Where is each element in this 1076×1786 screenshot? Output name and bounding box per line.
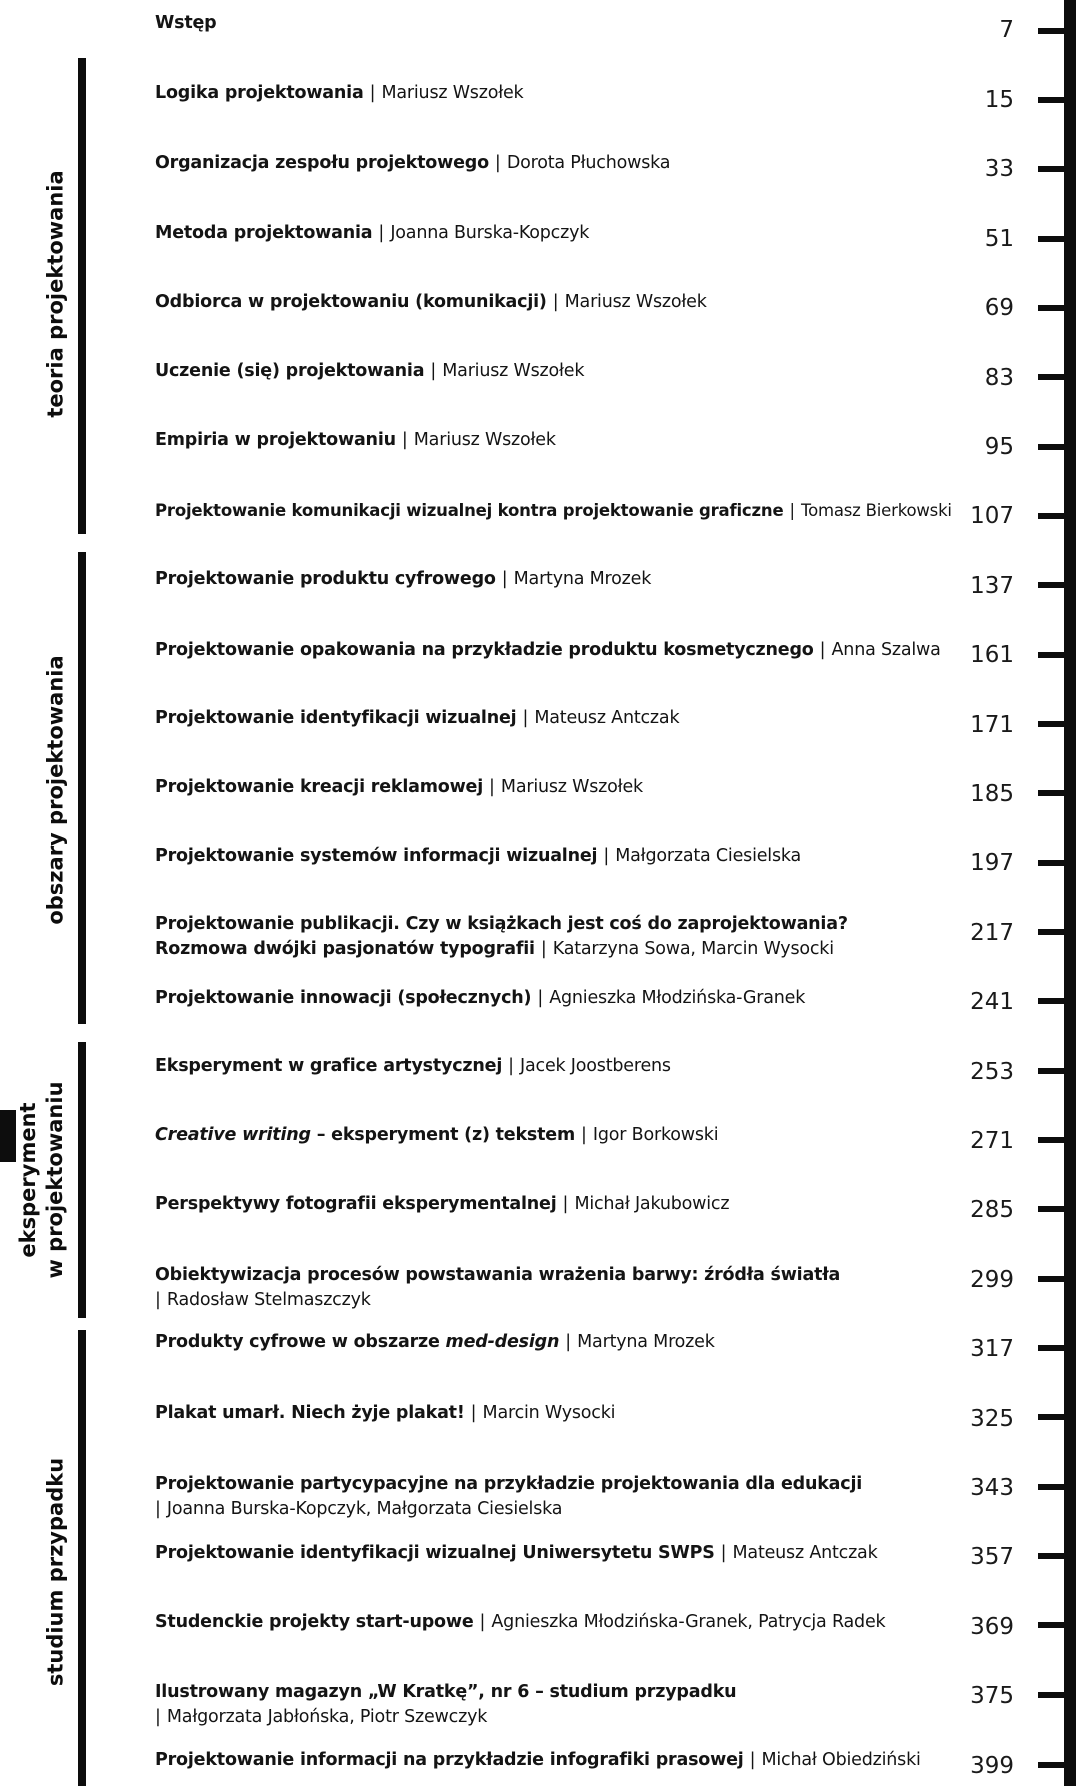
toc-entry[interactable]: Uczenie (się) projektowania | Mariusz Wszołek	[155, 361, 585, 381]
entry-author: Tomasz Bierkowski	[801, 501, 952, 520]
entry-title: Projektowanie komunikacji wizualnej kontra projektowanie graficzne	[155, 501, 784, 520]
toc-entry[interactable]: Projektowanie innowacji (społecznych) | Agnieszka Młodzińska-Granek	[155, 988, 806, 1008]
page-tick	[1038, 1206, 1068, 1212]
page-number: 95	[984, 434, 1014, 460]
entry-title: Projektowanie kreacji reklamowej	[155, 777, 484, 797]
entry-title-italic: med-design	[445, 1332, 560, 1352]
section-bar-teoria	[78, 58, 86, 534]
toc-entry[interactable]: Plakat umarł. Niech żyje plakat! | Marcin Wysocki	[155, 1403, 616, 1423]
entry-title: Projektowanie produktu cyfrowego	[155, 569, 496, 589]
page-tick	[1038, 1553, 1068, 1559]
toc-entry[interactable]: Studenckie projekty start-upowe | Agnieszka Młodzińska-Granek, Patrycja Radek	[155, 1612, 886, 1632]
entry-title: Projektowanie informacji na przykładzie infografiki prasowej	[155, 1750, 744, 1770]
toc-entry[interactable]: Projektowanie opakowania na przykładzie produktu kosmetycznego | Anna Szalwa	[155, 640, 941, 660]
entry-title: Studenckie projekty start-upowe	[155, 1612, 474, 1632]
section-bar-obszary	[78, 552, 86, 1024]
entry-author: Martyna Mrozek	[513, 569, 652, 589]
page-number: 51	[984, 226, 1014, 252]
entry-author: Mariusz Wszołek	[564, 292, 707, 312]
toc-entry[interactable]: Eksperyment w grafice artystycznej | Jacek Joostberens	[155, 1056, 671, 1076]
entry-author: Katarzyna Sowa, Marcin Wysocki	[552, 939, 834, 959]
page-tick	[1038, 1762, 1068, 1768]
page-number: 285	[970, 1197, 1014, 1223]
toc-entry[interactable]: Projektowanie partycypacyjne na przykładzie projektowania dla edukacji | Joanna Burska-Kopczyk, Małgorzata Ciesielska	[155, 1474, 863, 1519]
entry-author: Joanna Burska-Kopczyk	[390, 223, 590, 243]
entry-author: Małgorzata Ciesielska	[615, 846, 802, 866]
section-label-text: studium przypadku	[43, 1457, 68, 1687]
page-tick	[1038, 1692, 1068, 1698]
entry-author: Agnieszka Młodzińska-Granek, Patrycja Radek	[491, 1612, 886, 1632]
entry-title: Projektowanie publikacji. Czy w książkach jest coś do zaprojektowania?	[155, 914, 848, 934]
toc-entry[interactable]: Projektowanie identyfikacji wizualnej Uniwersytetu SWPS | Mateusz Antczak	[155, 1543, 878, 1563]
entry-author: Małgorzata Jabłońska, Piotr Szewczyk	[166, 1707, 488, 1727]
toc-entry[interactable]: Empiria w projektowaniu | Mariusz Wszołek	[155, 430, 556, 450]
toc-entry[interactable]: Odbiorca w projektowaniu (komunikacji) | Mariusz Wszołek	[155, 292, 707, 312]
entry-title: Projektowanie innowacji (społecznych)	[155, 988, 532, 1008]
page-tick	[1038, 444, 1068, 450]
page-tick	[1038, 1414, 1068, 1420]
toc-entry[interactable]: Projektowanie produktu cyfrowego | Martyna Mrozek	[155, 569, 652, 589]
page-number: 299	[970, 1267, 1014, 1293]
page-tick	[1038, 790, 1068, 796]
entry-title: Projektowanie opakowania na przykładzie produktu kosmetycznego	[155, 640, 814, 660]
page-number: 375	[970, 1683, 1014, 1709]
toc-entry[interactable]: Ilustrowany magazyn „W Kratkę”, nr 6 – studium przypadku | Małgorzata Jabłońska, Piotr Szewczyk	[155, 1682, 737, 1727]
page-tick	[1038, 1068, 1068, 1074]
page-tick	[1038, 721, 1068, 727]
entry-title: Produkty cyfrowe w obszarze	[155, 1332, 446, 1352]
entry-title: Plakat umarł. Niech żyje plakat!	[155, 1403, 465, 1423]
page-number: 161	[970, 642, 1014, 668]
entry-author: Mariusz Wszołek	[381, 83, 524, 103]
page-tick	[1038, 652, 1068, 658]
page-number: 107	[970, 503, 1014, 529]
page-number: 399	[970, 1753, 1014, 1779]
entry-author: Mateusz Antczak	[534, 708, 680, 728]
section-marker-block	[0, 1110, 16, 1162]
toc-entry[interactable]: Projektowanie identyfikacji wizualnej | Mateusz Antczak	[155, 708, 680, 728]
page-tick	[1038, 582, 1068, 588]
entry-title: Projektowanie partycypacyjne na przykładzie projektowania dla edukacji	[155, 1474, 863, 1494]
entry-title: Projektowanie identyfikacji wizualnej Uniwersytetu SWPS	[155, 1543, 715, 1563]
entry-title: Eksperyment w grafice artystycznej	[155, 1056, 503, 1076]
page-number: 241	[970, 989, 1014, 1015]
entry-author: Radosław Stelmaszczyk	[166, 1290, 371, 1310]
entry-author: Mariusz Wszołek	[500, 777, 643, 797]
entry-title: Ilustrowany magazyn „W Kratkę”, nr 6 – studium przypadku	[155, 1682, 737, 1702]
entry-title-italic: Creative writing	[155, 1125, 311, 1145]
entry-title: Organizacja zespołu projektowego	[155, 153, 489, 173]
page-number: 83	[984, 365, 1014, 391]
page-tick	[1038, 1276, 1068, 1282]
entry-title: Logika projektowania	[155, 83, 364, 103]
page-tick	[1038, 28, 1068, 34]
toc-entry[interactable]: Projektowanie publikacji. Czy w książkach jest coś do zaprojektowania? Rozmowa dwójki pasjonatów typografii | Katarzyna Sowa, Marcin Wysocki	[155, 914, 848, 959]
section-label-text: eksperyment	[16, 1102, 40, 1258]
page-tick	[1038, 1137, 1068, 1143]
entry-author: Agnieszka Młodzińska-Granek	[549, 988, 806, 1008]
page-tick	[1038, 929, 1068, 935]
entry-author: Marcin Wysocki	[482, 1403, 616, 1423]
entry-author: Mariusz Wszołek	[413, 430, 556, 450]
page-number: 137	[970, 573, 1014, 599]
right-vertical-rule	[1064, 0, 1076, 1786]
page-number: 33	[984, 156, 1014, 182]
entry-author: Dorota Płuchowska	[506, 153, 671, 173]
entry-title: Projektowanie identyfikacji wizualnej	[155, 708, 517, 728]
page-number: 171	[970, 712, 1014, 738]
entry-author: Martyna Mrozek	[577, 1332, 715, 1352]
entry-author: Joanna Burska-Kopczyk, Małgorzata Ciesielska	[166, 1499, 563, 1519]
entry-author: Michał Jakubowicz	[574, 1194, 730, 1214]
page-number: 357	[970, 1544, 1014, 1570]
entry-title: Obiektywizacja procesów powstawania wrażenia barwy: źródła światła	[155, 1265, 841, 1285]
entry-author: Michał Obiedziński	[761, 1750, 921, 1770]
entry-title: Uczenie (się) projektowania	[155, 361, 425, 381]
page-number: 185	[970, 781, 1014, 807]
page-tick	[1038, 305, 1068, 311]
entry-title: – eksperyment (z) tekstem	[310, 1125, 575, 1145]
toc-entry[interactable]: Perspektywy fotografii eksperymentalnej | Michał Jakubowicz	[155, 1194, 730, 1214]
toc-entry[interactable]: Projektowanie informacji na przykładzie infografiki prasowej | Michał Obiedziński	[155, 1750, 921, 1770]
page-tick	[1038, 1484, 1068, 1490]
page-number: 369	[970, 1614, 1014, 1640]
entry-author: Mariusz Wszołek	[442, 361, 585, 381]
page-number: 271	[970, 1128, 1014, 1154]
page-tick	[1038, 1622, 1068, 1628]
section-label-text: w projektowaniu	[43, 1081, 67, 1279]
page-number: 217	[970, 920, 1014, 946]
page-tick	[1038, 236, 1068, 242]
page-tick	[1038, 513, 1068, 519]
page-number: 15	[984, 87, 1014, 113]
toc-entry[interactable]: Produkty cyfrowe w obszarze med-design | Martyna Mrozek	[155, 1332, 715, 1352]
toc-entry[interactable]: Projektowanie komunikacji wizualnej kontra projektowanie graficzne | Tomasz Bierkowski	[155, 501, 952, 520]
toc-entry[interactable]: Projektowanie systemów informacji wizualnej | Małgorzata Ciesielska	[155, 846, 802, 866]
page-tick	[1038, 97, 1068, 103]
toc-entry[interactable]: Projektowanie kreacji reklamowej | Mariusz Wszołek	[155, 777, 643, 797]
entry-author: Igor Borkowski	[592, 1125, 719, 1145]
toc-entry[interactable]: Metoda projektowania | Joanna Burska-Kopczyk	[155, 223, 590, 243]
entry-title: Odbiorca w projektowaniu (komunikacji)	[155, 292, 547, 312]
page-tick	[1038, 1345, 1068, 1351]
page-tick	[1038, 860, 1068, 866]
page-number: 253	[970, 1059, 1014, 1085]
page-number: 7	[999, 17, 1014, 43]
page-number: 325	[970, 1406, 1014, 1432]
entry-title: Perspektywy fotografii eksperymentalnej	[155, 1194, 557, 1214]
page-number: 69	[984, 295, 1014, 321]
entry-author: Mateusz Antczak	[732, 1543, 878, 1563]
page-tick	[1038, 374, 1068, 380]
page-number: 343	[970, 1475, 1014, 1501]
toc-entry[interactable]	[155, 11, 955, 36]
toc-entry[interactable]: Creative writing – eksperyment (z) tekstem | Igor Borkowski	[155, 1125, 719, 1145]
entry-title-line2: Rozmowa dwójki pasjonatów typografii	[155, 939, 535, 959]
entry-title: Empiria w projektowaniu	[155, 430, 396, 450]
section-label-text: teoria projektowania	[43, 170, 68, 418]
section-bar-eksperyment	[78, 1042, 86, 1318]
toc-entry[interactable]: Logika projektowania | Mariusz Wszołek	[155, 83, 524, 103]
section-bar-studium	[78, 1330, 86, 1786]
entry-title: Projektowanie systemów informacji wizualnej	[155, 846, 598, 866]
page-number: 197	[970, 850, 1014, 876]
entry-author: Jacek Joostberens	[520, 1056, 671, 1076]
section-label-text: obszary projektowania	[43, 655, 68, 925]
entry-author: Anna Szalwa	[831, 640, 941, 660]
page-number: 317	[970, 1336, 1014, 1362]
entry-title: Metoda projektowania	[155, 223, 373, 243]
page-tick	[1038, 998, 1068, 1004]
toc-entry[interactable]: Organizacja zespołu projektowego | Dorota Płuchowska	[155, 153, 671, 173]
entry-title: Wstęp	[155, 13, 217, 33]
toc-entry[interactable]: Obiektywizacja procesów powstawania wrażenia barwy: źródła światła | Radosław Stelmaszczyk	[155, 1265, 841, 1310]
page-tick	[1038, 166, 1068, 172]
